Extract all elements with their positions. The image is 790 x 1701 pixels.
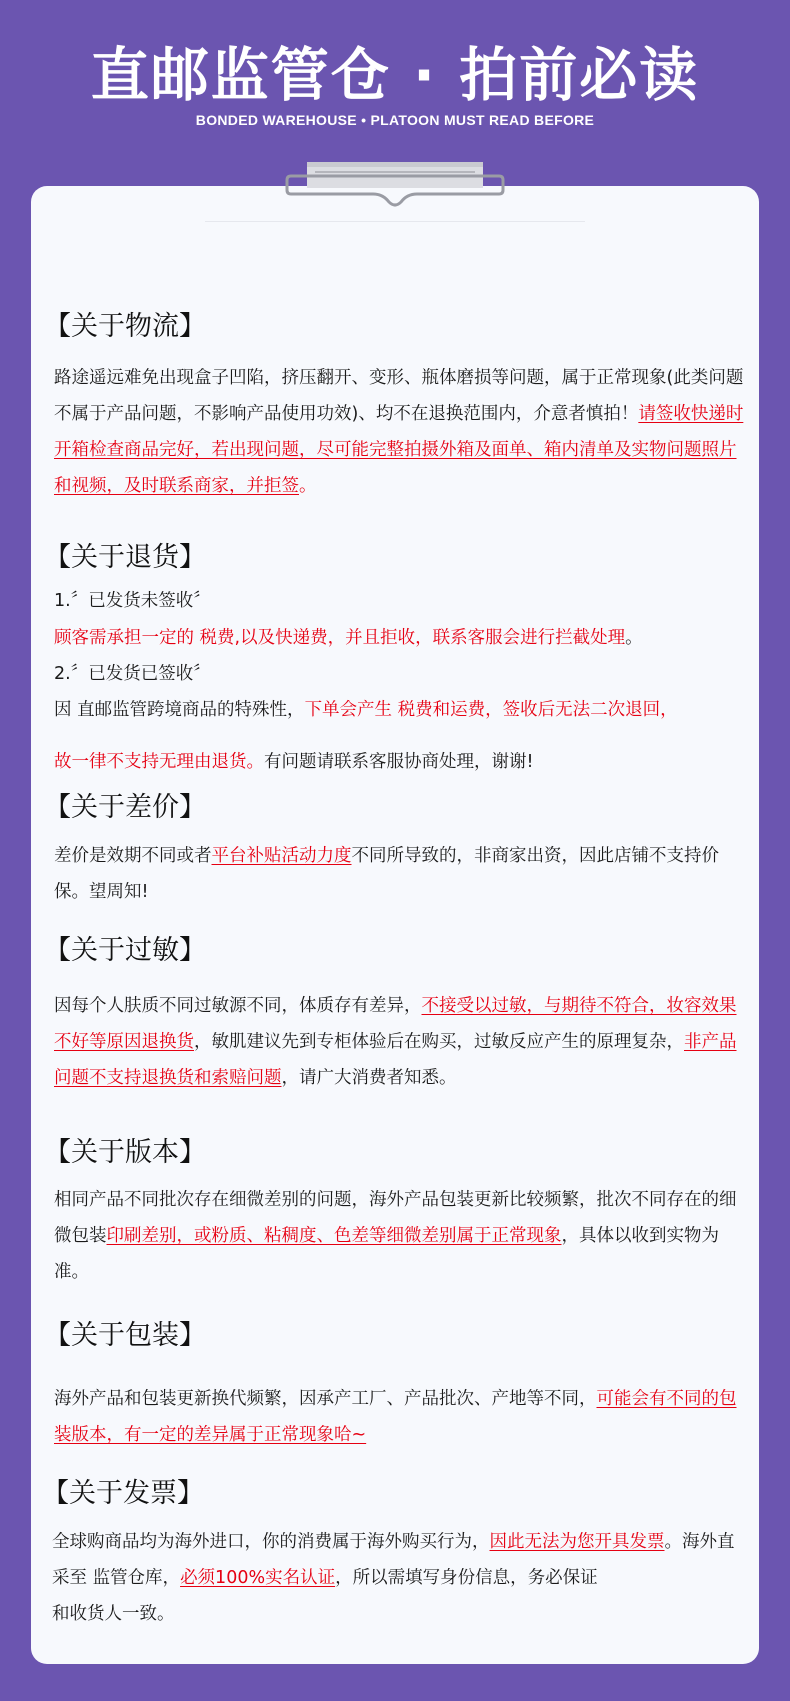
- packaging-text: 海外产品和包装更新换代频繁，因承产工厂、产品批次、产地等不同，: [54, 1389, 597, 1409]
- returns-item1-title: 1.〞已发货未签收〞: [54, 591, 211, 611]
- page-subtitle: BONDED WAREHOUSE • PLATOON MUST READ BEFORE: [195, 112, 595, 128]
- price-text-a: 差价是效期不同或者: [54, 846, 212, 866]
- invoice-paragraph: [52, 1524, 742, 1632]
- allergy-text-b: ，敏肌建议先到专柜体验后在购买，过敏反应产生的原理复杂，: [194, 1032, 684, 1052]
- returns-item2-title: 2.〞已发货已签收〞: [54, 664, 211, 684]
- packaging-highlight: 可能会有不同的包装版本，有一定的差异属于正常现象哈~: [54, 1389, 737, 1445]
- returns-item1-text: [54, 624, 744, 653]
- returns-item1-end: 。: [625, 628, 643, 648]
- version-text-a: 相同产品不同批次存在细微差别的问题，海外产品包装更新比较频繁，批次不同存在的细微包装: [54, 1190, 737, 1246]
- section-title-allergy: 【关于过敏】: [44, 935, 206, 966]
- logistics-text: 路途遥远难免出现盒子凹陷，挤压翻开、变形、瓶体磨损等问题，属于正常现象(此类问题不属于产品问题，不影响产品使用功效)、均不在退换范围内，介意者慎拍！: [54, 368, 744, 424]
- divider: [205, 221, 585, 222]
- section-title-packaging: 【关于包装】: [44, 1320, 206, 1351]
- section-title-returns: 【关于退货】: [44, 542, 206, 573]
- price-paragraph: [54, 838, 744, 910]
- price-highlight: 平台补贴活动力度: [211, 846, 352, 866]
- allergy-text-a: 因每个人肤质不同过敏源不同，体质存有差异，: [54, 996, 422, 1016]
- section-title-invoice: 【关于发票】: [42, 1478, 204, 1509]
- invoice-text-c: ，所以需填写身份信息，务必保证: [335, 1568, 598, 1588]
- invoice-text-a: 全球购商品均为海外进口，你的消费属于海外购买行为，: [52, 1532, 490, 1552]
- header-banner: [0, 0, 790, 180]
- returns-item1-highlight: 顾客需承担一定的 税费,以及快递费，并且拒收，联系客服会进行拦截处理: [54, 628, 626, 648]
- returns-item2-highlight2: 故一律不支持无理由退货。: [54, 752, 264, 772]
- returns-item2-text: [54, 696, 684, 725]
- section-title-logistics: 【关于物流】: [44, 311, 206, 342]
- allergy-highlight: 不接受以过敏，与期待不符合，妆容效果不好等原因退换货: [54, 996, 737, 1052]
- returns-item2-highlight: 下单会产生 税费和运费，签收后无法二次退回，: [304, 700, 678, 720]
- invoice-text-b: 。海外直采至 监管仓库，: [52, 1532, 735, 1588]
- section-title-price: 【关于差价】: [44, 792, 206, 823]
- returns-item2-note: [54, 748, 744, 777]
- version-text-b: ，具体以收到实物为准。: [54, 1226, 719, 1282]
- version-highlight: 印刷差别，或粉质、粘稠度、色差等细微差别属于正常现象: [106, 1226, 562, 1246]
- version-paragraph: [54, 1182, 744, 1290]
- allergy-paragraph: [54, 988, 744, 1096]
- section-title-version: 【关于版本】: [44, 1137, 206, 1168]
- invoice-highlight2: 必须100%实名认证: [180, 1568, 336, 1588]
- allergy-text-c: ，请广大消费者知悉。: [281, 1068, 457, 1088]
- clipboard-clip-icon: [285, 160, 505, 216]
- invoice-highlight: 因此无法为您开具发票: [489, 1532, 665, 1552]
- returns-item2-end: 有问题请联系客服协商处理，谢谢!: [264, 752, 534, 772]
- logistics-paragraph: [54, 360, 744, 504]
- allergy-highlight2: 非产品问题不支持退换货和索赔问题: [54, 1032, 737, 1088]
- returns-item2-plain: 因 直邮监管跨境商品的特殊性，: [54, 700, 305, 720]
- price-text-b: 不同所导致的，非商家出资，因此店铺不支持价保。望周知!: [54, 846, 719, 902]
- page-title: 直邮监管仓 · 拍前必读: [90, 41, 700, 109]
- logistics-end: 。: [299, 476, 317, 496]
- logistics-highlight: 请签收快递时开箱检查商品完好，若出现问题，尽可能完整拍摄外箱及面单、箱内清单及实物问题照片和视频，及时联系商家，并拒签: [54, 404, 744, 496]
- invoice-text-d: 和收货人一致。: [52, 1604, 175, 1624]
- packaging-paragraph: [54, 1381, 744, 1453]
